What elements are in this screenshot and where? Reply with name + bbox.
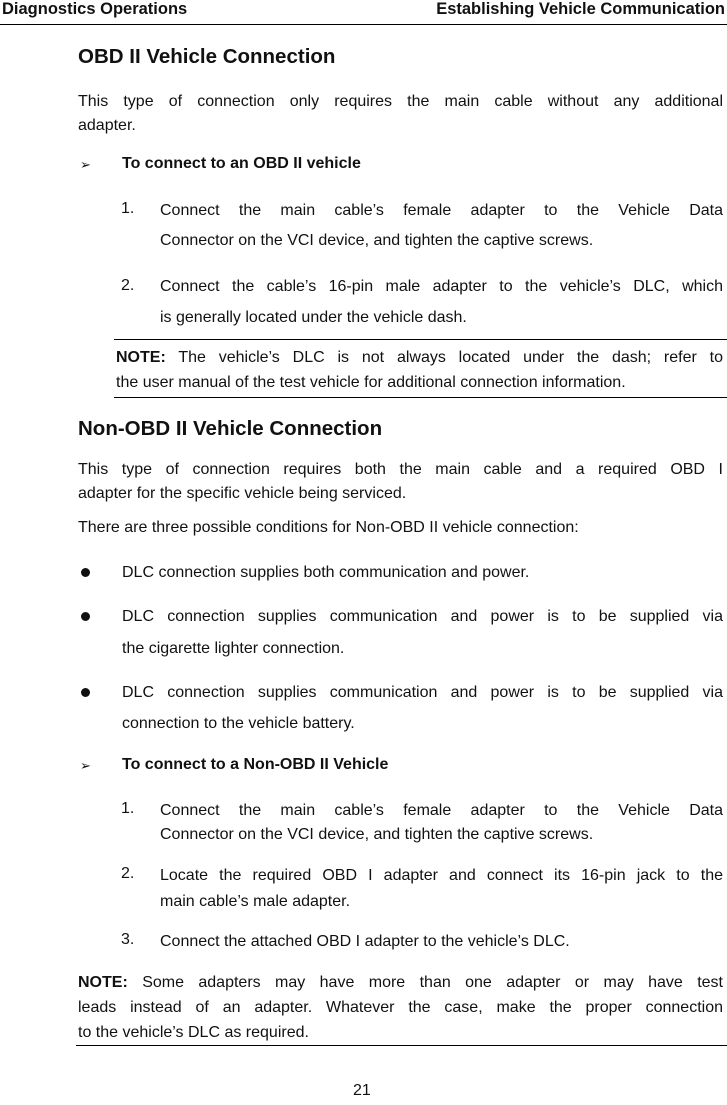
note-label: NOTE:: [78, 974, 128, 991]
obd-step-1-line1: Connect the main cable’s female adapter to the Vehicle Data: [160, 202, 723, 219]
obd-step-2-line2: is generally located under the vehicle dash.: [160, 309, 467, 326]
nonobd-intro-line2: adapter for the specific vehicle being serviced.: [78, 485, 407, 502]
obd-note-line2: the user manual of the test vehicle for additional connection information.: [116, 374, 626, 391]
bullet-dot-icon: [81, 688, 90, 697]
nonobd-note-text: Some adapters may have more than one adapter or may have test: [142, 974, 724, 991]
nonobd-note-line2: leads instead of an adapter. Whatever the case, make the proper connection: [78, 999, 723, 1016]
obd-note-text: The vehicle’s DLC is not always located under the dash; refer to: [178, 349, 724, 366]
note-label: NOTE:: [116, 349, 166, 366]
section-title-non-obd: Non-OBD II Vehicle Connection: [78, 417, 383, 440]
condition-2-line2: the cigarette lighter connection.: [122, 640, 345, 657]
nonobd-step-1-line1: Connect the main cable’s female adapter to the Vehicle Data: [160, 802, 723, 819]
obd-step-number: 1.: [121, 200, 135, 217]
nonobd-note-line1: [78, 970, 723, 995]
condition-1-line1: DLC connection supplies both communication and power.: [122, 564, 530, 581]
nonobd-conditions-intro: There are three possible conditions for Non-OBD II vehicle connection:: [78, 519, 579, 536]
running-header: [0, 0, 727, 25]
obd-intro-line2: adapter.: [78, 117, 136, 134]
obd-step-1-line2: Connector on the VCI device, and tighten the captive screws.: [160, 232, 594, 249]
nonobd-note-line3: to the vehicle’s DLC as required.: [78, 1024, 309, 1041]
nonobd-step-number: 2.: [121, 865, 135, 882]
note-top-rule: [114, 339, 727, 340]
obd-procedure-title: To connect to an OBD II vehicle: [122, 155, 361, 172]
page-number: 21: [353, 1082, 371, 1099]
nonobd-step-3-line1: Connect the attached OBD I adapter to the vehicle’s DLC.: [160, 933, 570, 950]
nonobd-step-number: 3.: [121, 931, 135, 948]
obd-note-line1: [116, 345, 723, 370]
nonobd-intro-line1: This type of connection requires both the main cable and a required OBD I: [78, 461, 723, 478]
nonobd-step-2-line2: main cable’s male adapter.: [160, 893, 351, 910]
condition-3-line2: connection to the vehicle battery.: [122, 715, 355, 732]
obd-intro-line1: This type of connection only requires the main cable without any additional: [78, 93, 723, 110]
arrow-bullet-icon: ➢: [80, 157, 91, 172]
arrow-bullet-icon: ➢: [80, 758, 91, 773]
condition-2-line1: DLC connection supplies communication and power is to be supplied via: [122, 608, 723, 625]
note-bottom-rule: [114, 397, 727, 398]
obd-step-2-line1: Connect the cable’s 16-pin male adapter to the vehicle’s DLC, which: [160, 278, 723, 295]
obd-step-number: 2.: [121, 277, 135, 294]
bullet-dot-icon: [81, 612, 90, 621]
bullet-dot-icon: [81, 568, 90, 577]
nonobd-step-1-line2: Connector on the VCI device, and tighten the captive screws.: [160, 826, 594, 843]
header-chapter-title: Diagnostics Operations: [2, 0, 188, 18]
nonobd-step-number: 1.: [121, 800, 135, 817]
nonobd-procedure-title: To connect to a Non-OBD II Vehicle: [122, 756, 389, 773]
header-section-title: Establishing Vehicle Communication: [436, 0, 725, 18]
condition-3-line1: DLC connection supplies communication and power is to be supplied via: [122, 684, 723, 701]
nonobd-step-2-line1: Locate the required OBD I adapter and connect its 16-pin jack to the: [160, 867, 723, 884]
note-bottom-rule: [76, 1045, 727, 1046]
section-title-obd: OBD II Vehicle Connection: [78, 45, 336, 68]
